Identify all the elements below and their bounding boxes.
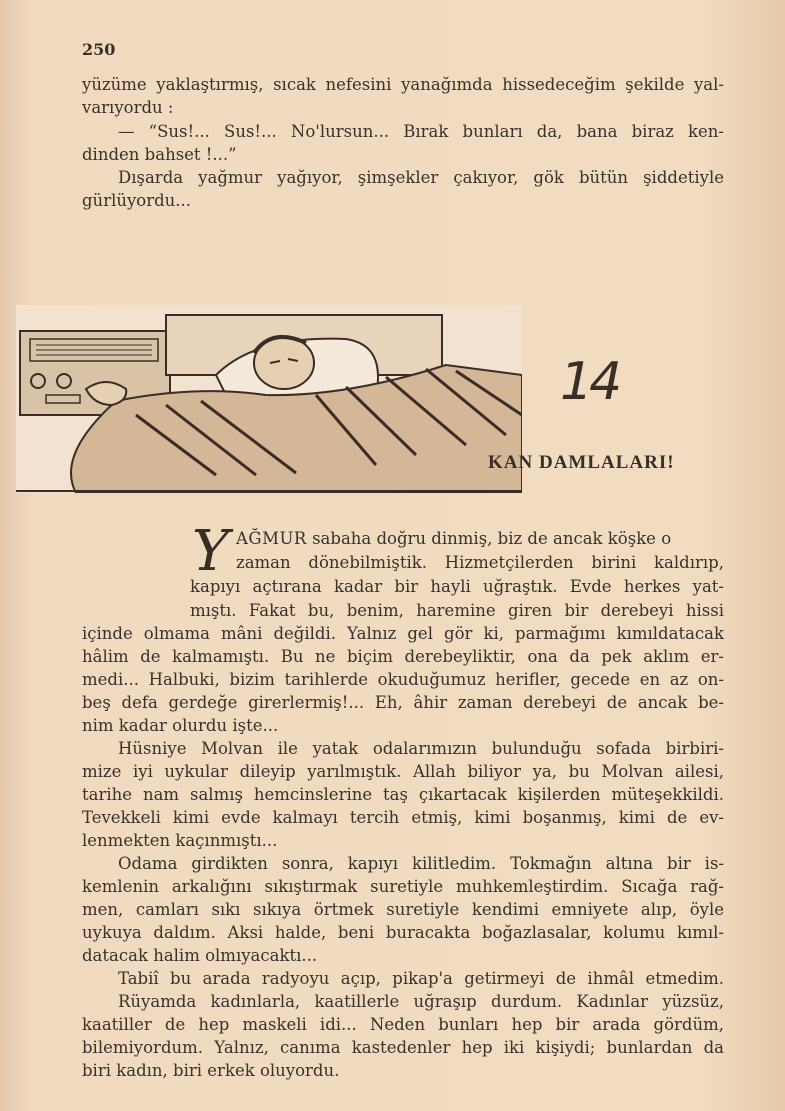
text-line: zaman dönebilmiştik. Hizmetçilerden birini kaldırıp,: [236, 553, 724, 572]
text-line: biri kadın, biri erkek oluyordu.: [82, 1061, 340, 1080]
text-line: — “Sus!... Sus!... No'lursun... Bırak bunları da, bana biraz ken-: [118, 122, 724, 141]
text-line: beş defa gerdeğe girerlermiş!... Eh, âhir zaman derebeyi de ancak be-: [82, 693, 724, 712]
text-line: hâlim de kalmamıştı. Bu ne biçim derebeyliktir, ona da pek aklım er-: [82, 647, 724, 666]
text-line: nim kadar olurdu işte...: [82, 716, 279, 735]
text-line: Tevekkeli kimi evde kalmayı tercih etmiş, kimi boşanmış, kimi de ev-: [82, 808, 724, 827]
text-line: bilemiyordum. Yalnız, canıma kastedenler hep iki kişiydi; bunlardan da: [82, 1038, 724, 1057]
dropcap-letter: [186, 520, 236, 576]
chapter-first-line: [236, 528, 724, 550]
text-line: tarihe nam salmış hemcinslerine taş çıkartacak kişilerden müteşekkildi.: [82, 785, 724, 804]
text-line: medi... Halbuki, bizim tarihlerde okuduğumuz herifler, gecede en az on-: [82, 670, 724, 689]
text-line: içinde olmama mâni değildi. Yalnız gel gör ki, parmağımı kımıldatacak: [82, 624, 724, 643]
text-line: varıyordu :: [82, 98, 174, 117]
text-line: Tabiî bu arada radyoyu açıp, pikap'a getirmeyi de ihmâl etmedim.: [118, 969, 724, 988]
text-line: uykuya daldım. Aksi halde, beni buracakta boğazlasalar, kolumu kımıl-: [82, 923, 724, 942]
text-line: Dışarda yağmur yağıyor, şimşekler çakıyor, gök bütün şiddetiyle: [118, 168, 724, 187]
page-number: 250: [82, 40, 116, 59]
text-line: Rüyamda kadınlarla, kaatillerle uğraşıp durdum. Kadınlar yüzsüz,: [118, 992, 724, 1011]
chapter-illustration: [16, 305, 522, 493]
text-line: mize iyi uykular dileyip yarılmıştık. Allah biliyor ya, bu Molvan ailesi,: [82, 762, 724, 781]
text-line: kemlenin arkalığını sıkıştırmak suretiyle muhkemleştirdim. Sıcağa rağ-: [82, 877, 724, 896]
text-line: mıştı. Fakat bu, benim, haremine giren bir derebeyi hissi: [190, 601, 724, 620]
text-line: datacak halim olmıyacaktı...: [82, 946, 318, 965]
text-line: gürlüyordu...: [82, 191, 192, 210]
text-line: kapıyı açtırana kadar bir hayli uğraştık. Evde herkes yat-: [190, 577, 724, 596]
first-word: AĞMUR: [236, 529, 307, 548]
chapter-number: 14: [560, 352, 619, 412]
text-line: lenmekten kaçınmıştı...: [82, 831, 278, 850]
text-line: Odama girdikten sonra, kapıyı kilitledim. Tokmağın altına bir is-: [118, 854, 724, 873]
text-line: men, camları sıkı sıkıya örtmek suretiyle kendimi emniyete alıp, öyle: [82, 900, 724, 919]
chapter-title: KAN DAMLALARI!: [488, 452, 675, 473]
text-line: Hüsniye Molvan ile yatak odalarımızın bulunduğu sofada birbiri-: [118, 739, 724, 758]
text-line: dinden bahset !...”: [82, 145, 237, 164]
first-line-rest: sabaha doğru dinmiş, biz de ancak köşke o: [312, 529, 672, 548]
svg-text:Y: Y: [192, 520, 229, 576]
text-line: kaatiller de hep maskeli idi... Neden bunları hep bir arada gördüm,: [82, 1015, 724, 1034]
text-line: yüzüme yaklaştırmış, sıcak nefesini yanağımda hissedeceğim şekilde yal-: [82, 75, 724, 94]
